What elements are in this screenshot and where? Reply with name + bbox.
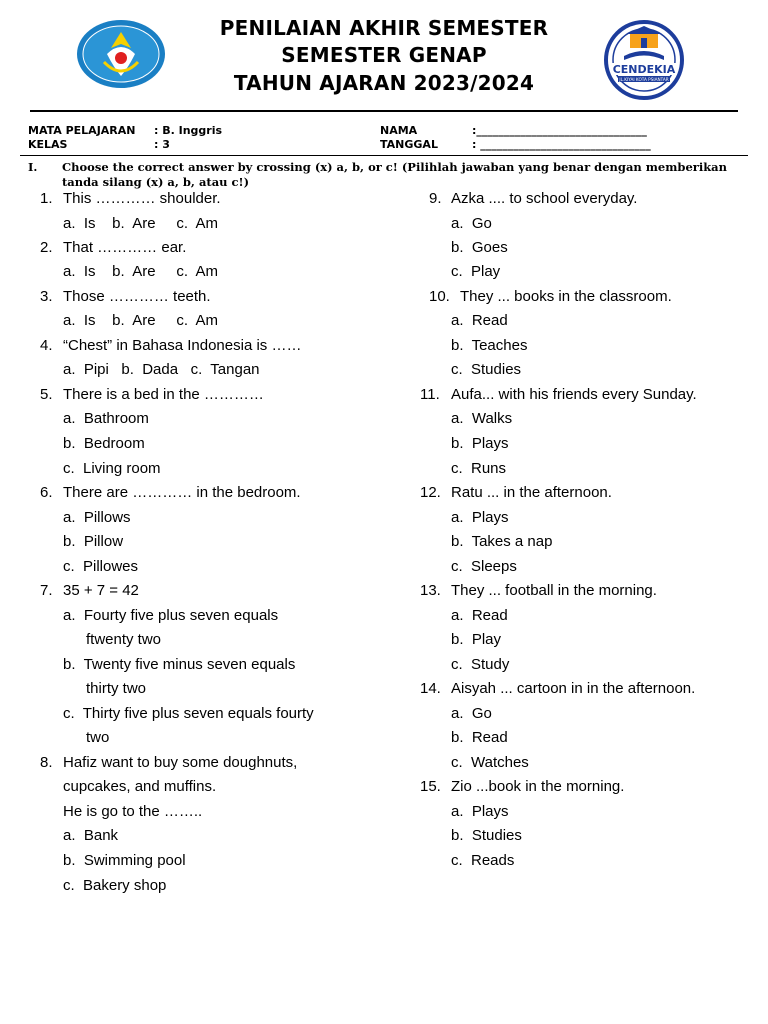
q8-option-b[interactable]: b. Swimming pool (63, 852, 186, 869)
name-label: NAMA (380, 124, 418, 137)
q8-number: 8. (40, 754, 53, 771)
date-label: TANGGAL (380, 138, 438, 151)
q13-option-b[interactable]: b. Play (451, 631, 502, 648)
q12-text: Ratu ... in the afternoon. (451, 484, 612, 501)
q13-text: They ... football in the morning. (451, 582, 657, 599)
q13-option-c[interactable]: c. Study (451, 656, 510, 673)
q11-option-a[interactable]: a. Walks (451, 410, 513, 427)
subject-value: : B. Inggris (154, 124, 223, 137)
q2-options[interactable]: a. Is b. Are c. Am (63, 263, 219, 280)
q1-text: This ………… shoulder. (63, 190, 221, 207)
header-divider (30, 110, 738, 112)
q12-option-a[interactable]: a. Plays (451, 509, 509, 526)
q15-option-b[interactable]: b. Studies (451, 827, 522, 844)
title-line-2: SEMESTER GENAP (281, 43, 487, 67)
q5-number: 5. (40, 386, 53, 403)
title-line-3: TAHUN AJARAN 2023/2024 (233, 71, 535, 95)
q6-option-b[interactable]: b. Pillow (63, 533, 124, 550)
school-address-text: JL.KIYAI KOTA PSIANTAR (619, 77, 669, 82)
class-value: : 3 (154, 138, 170, 151)
q2-number: 2. (40, 239, 53, 256)
q7-option-a[interactable]: a. Fourty five plus seven equals (63, 607, 279, 624)
q8-text-2: cupcakes, and muffins. (63, 778, 217, 795)
q9-option-c[interactable]: c. Play (451, 263, 501, 280)
q1-options[interactable]: a. Is b. Are c. Am (63, 215, 219, 232)
q14-option-b[interactable]: b. Read (451, 729, 508, 746)
q5-text: There is a bed in the ………… (63, 386, 264, 403)
q12-option-c[interactable]: c. Sleeps (451, 558, 517, 575)
q8-option-a[interactable]: a. Bank (63, 827, 119, 844)
q13-number: 13. (420, 582, 441, 599)
name-field[interactable]: :_______________________________ (472, 124, 647, 137)
q12-number: 12. (420, 484, 441, 501)
tut-wuri-handayani-logo (74, 18, 168, 90)
q8-text-3: He is go to the …….. (63, 803, 203, 820)
q7-text: 35 + 7 = 42 (63, 582, 139, 599)
q6-number: 6. (40, 484, 53, 501)
q8-option-c[interactable]: c. Bakery shop (63, 877, 167, 894)
q7-option-c-cont: two (86, 729, 110, 746)
q1-number: 1. (40, 190, 53, 207)
info-divider (20, 155, 748, 156)
q7-number: 7. (40, 582, 53, 599)
q4-number: 4. (40, 337, 53, 354)
q5-option-b[interactable]: b. Bedroom (63, 435, 145, 452)
q15-option-a[interactable]: a. Plays (451, 803, 509, 820)
date-field[interactable]: : _______________________________ (472, 138, 651, 151)
q5-option-a[interactable]: a. Bathroom (63, 410, 149, 427)
school-cendekia-logo (594, 20, 694, 100)
q10-option-c[interactable]: c. Studies (451, 361, 522, 378)
q7-option-c[interactable]: c. Thirty five plus seven equals fourty (63, 705, 314, 722)
q14-text: Aisyah ... cartoon in in the afternoon. (451, 680, 696, 697)
q15-number: 15. (420, 778, 441, 795)
q10-number: 10. (429, 288, 450, 305)
q9-text: Azka .... to school everyday. (451, 190, 638, 207)
q14-option-c[interactable]: c. Watches (451, 754, 529, 771)
q14-number: 14. (420, 680, 441, 697)
q7-option-a-cont: ftwenty two (86, 631, 162, 648)
q6-option-a[interactable]: a. Pillows (63, 509, 131, 526)
q7-option-b-cont: thirty two (86, 680, 147, 697)
q2-text: That ………… ear. (63, 239, 187, 256)
q15-text: Zio ...book in the morning. (451, 778, 625, 795)
q6-text: There are ………… in the bedroom. (63, 484, 301, 501)
q10-option-a[interactable]: a. Read (451, 312, 508, 329)
instruction-text: Choose the correct answer by crossing (x) a, b, or c! (Pilihlah jawaban yang benar dengan memberikan tanda silang (x) a, b, atau c!) (62, 160, 727, 189)
q11-option-c[interactable]: c. Runs (451, 460, 507, 477)
title-line-1: PENILAIAN AKHIR SEMESTER (219, 16, 549, 40)
q11-option-b[interactable]: b. Plays (451, 435, 509, 452)
q9-option-b[interactable]: b. Goes (451, 239, 508, 256)
q4-options[interactable]: a. Pipi b. Dada c. Tangan (63, 361, 260, 378)
subject-label: MATA PELAJARAN (28, 124, 136, 137)
section-number: I. (28, 160, 38, 174)
school-name-text: CENDEKIA (612, 63, 676, 76)
q9-number: 9. (429, 190, 442, 207)
q12-option-b[interactable]: b. Takes a nap (451, 533, 553, 550)
q10-option-b[interactable]: b. Teaches (451, 337, 528, 354)
q3-number: 3. (40, 288, 53, 305)
q3-text: Those ………… teeth. (63, 288, 211, 305)
q4-text: “Chest” in Bahasa Indonesia is …… (63, 337, 302, 354)
q13-option-a[interactable]: a. Read (451, 607, 508, 624)
q9-option-a[interactable]: a. Go (451, 215, 492, 232)
q11-text: Aufa... with his friends every Sunday. (451, 386, 697, 403)
instruction (28, 160, 763, 190)
q7-option-b[interactable]: b. Twenty five minus seven equals (63, 656, 296, 673)
class-label: KELAS (28, 138, 68, 151)
q11-number: 11. (420, 386, 440, 403)
q6-option-c[interactable]: c. Pillowes (63, 558, 139, 575)
q14-option-a[interactable]: a. Go (451, 705, 492, 722)
q3-options[interactable]: a. Is b. Are c. Am (63, 312, 219, 329)
q8-text-1: Hafiz want to buy some doughnuts, (63, 754, 298, 771)
q5-option-c[interactable]: c. Living room (63, 460, 161, 477)
q15-option-c[interactable]: c. Reads (451, 852, 515, 869)
q10-text: They ... books in the classroom. (460, 288, 672, 305)
